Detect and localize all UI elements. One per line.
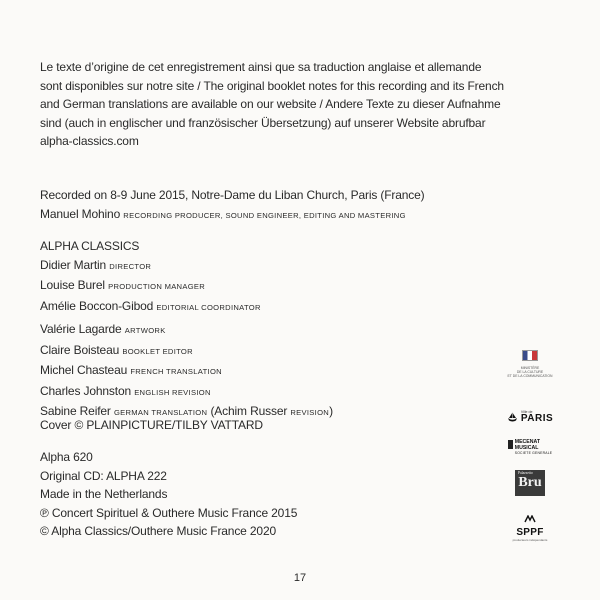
- mecenat-musical-logo: [500, 440, 560, 458]
- french-flag-icon: [522, 350, 538, 361]
- credit-extra-name: (Achim Russer: [210, 404, 288, 418]
- intro-line: and German translations are available on our website / Andere Texte zu dieser Aufnahme: [40, 97, 501, 111]
- staff-name: Didier Martin: [40, 257, 107, 272]
- staff-role: PRODUCTION MANAGER: [108, 282, 206, 291]
- credit-role: GERMAN TRANSLATION: [113, 408, 208, 417]
- recording-date-location: Recorded on 8-9 June 2015, Notre-Dame du Liban Church, Paris (France): [40, 188, 425, 202]
- producer-role: RECORDING PRODUCER, SOUND ENGINEER, EDITING AND MASTERING: [123, 210, 406, 220]
- credit-name: Valérie Lagarde: [40, 322, 122, 336]
- mecenat-bar-icon: [508, 440, 513, 449]
- mecenat-sub: SOCIETE GENERALE: [514, 451, 553, 456]
- bru-word: Bru: [518, 475, 542, 490]
- production-credits: [40, 320, 490, 423]
- sppf-mark-icon: [524, 515, 536, 523]
- palazzetto-bru-logo: [500, 470, 560, 496]
- catalog-number: Alpha 620: [40, 450, 93, 464]
- copyright: © Alpha Classics/Outhere Music France 2020: [40, 524, 276, 538]
- staff-entry: [40, 256, 490, 277]
- ville-de-paris-logo: [500, 410, 560, 424]
- bru-top-text: Palazzetto: [518, 471, 533, 475]
- intro-notes: [40, 58, 504, 151]
- staff-name: Louise Burel: [40, 278, 105, 292]
- staff-role: EDITORIAL COORDINATOR: [156, 302, 261, 312]
- staff-entry: [40, 297, 490, 318]
- sppf-logo: [500, 510, 560, 542]
- sppf-word: SPPF: [516, 527, 544, 538]
- phonogram-copyright: ℗ Concert Spirituel & Outhere Music France 2015: [40, 505, 298, 520]
- credit-extra-role: REVISION: [290, 408, 330, 417]
- staff-name: Amélie Boccon-Gibod: [40, 298, 154, 313]
- credit-close-paren: ): [329, 404, 333, 418]
- made-in: Made in the Netherlands: [40, 487, 168, 501]
- credit-name: Michel Chasteau: [40, 363, 128, 377]
- ship-icon: [507, 412, 518, 422]
- paris-word: PARIS: [520, 413, 554, 424]
- staff-entry: [40, 276, 490, 297]
- ministere-line: DE LA CULTURE: [516, 370, 544, 375]
- paris-small-text: Ville de: [520, 410, 533, 414]
- credit-name: Charles Johnston: [40, 383, 131, 398]
- mecenat-line: MECENAT: [514, 439, 541, 445]
- producer-name: Manuel Mohino: [40, 206, 121, 221]
- mecenat-line: MUSICAL: [514, 444, 539, 451]
- ministere-line: ET DE LA COMMUNICATION: [507, 374, 553, 379]
- label-name: ALPHA CLASSICS: [40, 239, 140, 253]
- website-link[interactable]: alpha-classics.com: [40, 134, 139, 148]
- credit-role: FRENCH TRANSLATION: [130, 367, 222, 376]
- credit-entry: [40, 341, 490, 362]
- credit-name: Sabine Reifer: [40, 404, 111, 418]
- recording-info: [40, 186, 490, 225]
- original-cd: Original CD: ALPHA 222: [40, 468, 167, 483]
- catalog-info: [40, 448, 490, 541]
- intro-line: sont disponibles sur notre site / The original booklet notes for this recording and its French: [40, 78, 504, 93]
- credit-entry: [40, 320, 490, 341]
- cover-credit: [40, 416, 490, 435]
- label-staff: [40, 237, 490, 317]
- credit-entry: [40, 382, 490, 403]
- intro-line: sind (auch in englischer und französischer Übersetzung) auf unserer Website abrufbar: [40, 115, 486, 130]
- staff-role: DIRECTOR: [109, 261, 152, 271]
- recording-producer: [40, 205, 490, 226]
- credit-role: ARTWORK: [124, 326, 166, 335]
- credit-name: Claire Boisteau: [40, 342, 120, 357]
- credit-role: BOOKLET EDITOR: [122, 346, 193, 356]
- intro-line: Le texte d’origine de cet enregistrement ainsi que sa traduction anglaise et allemande: [40, 60, 482, 74]
- ministere-line: MINISTÈRE: [520, 366, 540, 370]
- cover-credit-text: Cover © PLAINPICTURE/TILBY VATTARD: [40, 418, 263, 432]
- credit-role: ENGLISH REVISION: [134, 387, 211, 397]
- page-number: 17: [293, 572, 307, 584]
- credit-entry: [40, 361, 490, 382]
- ministere-culture-logo: [500, 348, 560, 379]
- sppf-sub: producteurs indépendants: [512, 538, 548, 542]
